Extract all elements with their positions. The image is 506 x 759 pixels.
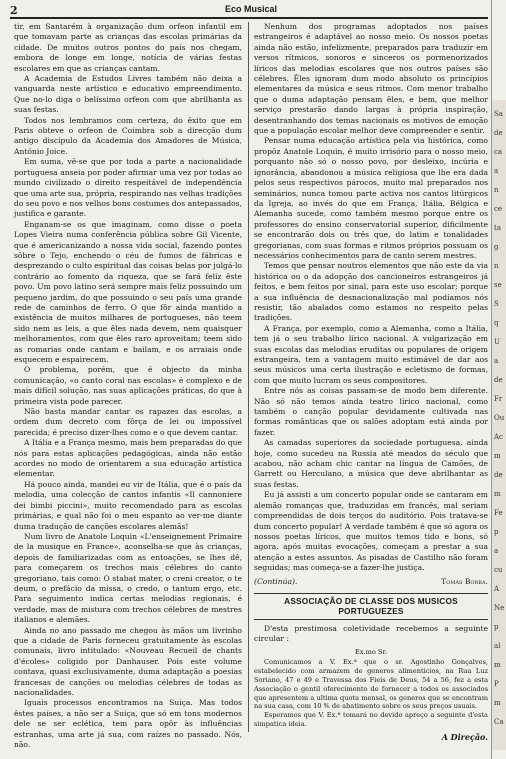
edge-fragment: a [494,547,499,555]
paragraph: tir, em Santarém à organização dum orfeon infantil em que tomavam parte as crianças das escolas primárias da cidade. De muitos outros pontos do país nos chegam, embora de longe em longe, notícia de várias festas escolares em que as crianças cantam. [14,22,242,73]
edge-fragment: de [494,471,503,479]
paragraph: As camadas superiores da sociedade portuguesa, ainda hoje, como sucedeu na Russia até meados do século que acabou, não acham chic cantar na língua de Camões, de Garrett ou Herculano, a música que deve abrilhantar as suas festas. [254,438,488,489]
paragraph: Em suma, vê-se que por toda a parte a nacionalidade portuguesa anseia por poder afirmar uma vez por todas ao mundo civilizado o direito respeitável de independência que uma arte sua, própria, respirando nas velhas tradições do seu povo e nos velhos bons costumes dos antepassados, justifica e garante. [14,157,242,219]
edge-fragment: P [494,680,499,688]
edge-fragment: al [494,642,501,650]
edge-fragment: de [494,129,503,137]
letter-signature: A Direção. [441,731,488,742]
edge-fragment: S [494,300,499,308]
letter-body: Comunicamos a V. Ex.ª que o sr. Agostinho Gonçalves, estabelecido com armazem de generos alimenticios, na Rua Luz Soriano, 47 e 49 e Travessa dos Fieis de Deus, 54 a 56, fez a esta Associação o gentil oferecimento de fornecer a todos os associados que apresentem a ultima quota mensal, os generos que se encontram na sua casa, com 10 % de abatimento sobre os seus preços usuais. [254,658,488,711]
edge-fragment: ta [494,224,501,232]
page-number: 2 [10,4,18,17]
paragraph: A Academia de Estudos Livres também não deixa a vanguarda neste artístico e educativo empreendimento. Que no-lo diga o belíssimo orfeon com que abrilhanta as suas festas. [14,74,242,115]
edge-fragment: a [494,167,499,175]
paragraph: Nenhum dos programas adoptados nos países estrangeiros é adaptável ao nosso meio. Os nossos poetas ainda não estão, infelizmente, preparados para traduzir em versos rítmicos, sonoros e sinceros os pormenorizados líricos das melodias escolares que nos outros países são célebres. Êles ignoram dum modo absoluto os princípios elementares da música e seus ritmos. Com menor trabalho que o duma adaptação pensam êles, e bem, que melhor serviço prestarão dando largas à própria inspiração, desentranhando dos temas nacionais os motivos de emoção que a população escolar melhor deve compreender e sentir. [254,22,488,136]
paragraph: Num livro de Anatole Loquin «L'enseignement Primaire de la musique en France», aconselha-se que às crianças, depois de familiarizadas com as entoações, se lhes dê, para começarem os trechos mais célebres do canto gregoriano, tais como: O stabat mater, o creni creator, o te deum, o prefácio da missa, o credo, o tantum ergo, etc. Para seguimento indica certas melodias regionais, é verdade, mas de mistura com trechos célebres de mestres italianos e alemães. [14,531,242,625]
paragraph: Entre nós as coisas passam-se de modo bem diferente. Não só não temos ainda teatro lírico nacional, como também o canção popular devidamente cultivada nas formas românticas que os salões adoptam está ainda por fazer. [254,386,488,437]
letter-closing: Esperamos que V. Ex.ª tomará no devido apreço a seguinte d'esta simpatica ideia. [254,711,488,728]
edge-fragment: n [494,186,499,194]
page-header [10,4,490,18]
right-column [254,22,488,744]
edge-fragment: Ne [494,604,505,612]
article-signature [254,577,488,587]
circular-letter [254,648,488,729]
paragraph: Não basta mandar cantar os rapazes das escolas, a ordem dum decreto com fôrça de lei ou impossível parecida; é preciso dizer-lhes como e o que devem cantar. [14,407,242,437]
paragraph: Todos nos lembramos com certeza, do êxito que em Paris obteve o orfeon de Coimbra sob a direcção dum antigo discípulo da Academia dos Amadores de Música, António Joice. [14,115,242,156]
edge-fragment: p [494,623,499,631]
paragraph: Enganam-se os que imaginam, como disse o poeta Lopes Vieira numa conferência pública sobre Gil Vicente, que é americanizando a nossa vida social, fazendo pontes sôbre o Tejo, enchendo o céu de fumos de fábricas e desprezando o culto espiritual das coisas belas por julgá-lo contrário ao fomento da riqueza, que se fará feliz êste povo. Um povo latino será sempre mais feliz possuindo um pequeno jardim, do que possuindo o seu país uma grande rede de caminhos de ferro. O que fôr ainda mantido a existência de muitos milhares de portugueses, não teem sido nem as leis, a que êles nada devem, nem quaisquer melhoramentos, com que êles raro aproveitam; teem sido as romarias onde cantam e bailam, e os arraiais onde esquecem e espairecem. [14,219,242,364]
continued-note: (Continúa). [254,576,298,586]
edge-fragment: m [494,490,501,498]
paragraph: Há pouco ainda, mandei eu vir de Itália, que é o país da melodia, uma colecção de cantos infantis «Il cannoniere dei bimbi piccini», muito recomendado para as escolas primárias, e qual não foi o meu espanto ao ver-me diante duma tradução de canções escolares alemãs! [14,479,242,531]
edge-fragment: m [494,699,501,707]
publication-title: Eco Musical [225,4,278,14]
header-rule [10,17,488,19]
edge-fragment: cu [494,566,503,574]
edge-fragment: g [494,243,499,251]
edge-fragment: Ac [494,433,503,441]
paragraph: Eu já assisti a um concerto popular onde se cantaram em alemão romanças que, traduzidas em francês, mal seriam compreendidas de dois terços do auditório. Pois tratava-se dum concerto popular! A verdade também é que só agora os nossos poetas líricos, que muitos temos tido e bons, só agora, após muitas evocações, começam a prestar a sua atenção a estes assuntos. As pisadas de Castilho não foram seguidas; mas começa-se a fazer-lhe justiça. [254,490,488,573]
edge-fragment: m [494,661,501,669]
paragraph: Pensar numa educação artística pela via histórica, como propôz Anatole Loquin, é muito irrisório para o nosso meio, porquanto não só o nosso povo, por desleixo, incúria e ignorância, abandonou a música religiosa que lhe era dada pelos seus respectivos párocos, muito mal preparados nos seminários, nunca tomou parte activa nos cantos litúrgicos da Igreja, ao invés do que em França, Itália, Bélgica e Alemanha sucede, como também mesmo porque entre os professores do ensino conservatorial superior, dificilmente se encontrarão dois ou três que, do latim e tonalidades gregorianas, com suas formas e ritmos próprios possuam os necessários conhecimentos para de canto serem mestres. [254,136,488,260]
edge-fragment: n [494,262,499,270]
edge-fragment: Sa [494,110,503,118]
section-heading: ASSOCIAÇÃO DE CLASSE DOS MUSICOS PORTUGUEZES [254,593,488,620]
paragraph: Iguais processos encontramos na Suiça. Mas todos êstes países, a não ser a Suiça, que só em tons modernos dele se ser eclética, tem para opôr às influências estranhas, uma arte já sua, com raízes no passado. Nós, não. [14,698,242,750]
edge-fragment: Fr [494,395,503,403]
edge-fragment: m [494,452,501,460]
adjacent-page-strip [492,100,506,750]
column-divider [248,22,249,732]
edge-fragment: ce [494,205,503,213]
edge-fragment: p [494,528,499,536]
paragraph: Ainda no ano passado me chegou às mãos um livrinho que a cidade de Paris forneceu gratuitamente às escolas comunais, livro intitulado: «Nouveau Recueil de chants d'écoles» coligido por Danhauser. Pois este volume contava, quasi exclusivamente, duma adaptação a poesias francesas de canções ou melodias célebres de todas as nacionalidades. [14,625,242,697]
edge-fragment: ca [494,148,503,156]
paragraph: A Itália e a França mesmo, mais bem preparadas do que nós para estas aplicações pedagógicas, ainda não estão acordes no modo de orientarem a sua educação artística elementar. [14,438,242,479]
edge-fragment: se [494,281,502,289]
paragraph: Temos que pensar noutros elementos que não este da via histórica ou o da adopção dos cancioneiros estrangeiros já feitos, e bem feitos por sinal, para este uso escolar; porque a sua influência de desnacionalização mal podíamos nós resistir, tão abalados como estamos no respeito pelas tradições. [254,261,488,323]
author-name: Tomás Borba. [441,576,488,586]
edge-fragment: de [494,376,503,384]
letter-salutation: Ex.mo Sr. [355,647,387,656]
edge-fragment: U [494,338,500,346]
paragraph: O problema, porém, que é objecto da minha comunicação, «o canto coral nas escolas» é complexo e de mais difícil solução, nas suas aplicações práticas, do que à primeira vista pode parecer. [14,365,242,406]
edge-fragment: q [494,319,499,327]
edge-fragment: Ca [494,718,504,726]
section-intro: D'esta prestimosa coletividade recebemos a seguinte circular : [254,623,488,644]
edge-fragment: Fe [494,509,503,517]
edge-fragment: A [494,585,500,593]
edge-fragment: Ou [494,414,505,422]
left-column [14,22,242,750]
paragraph: A França, por exemplo, como a Alemanha, como a Itália, tem já o seu trabalho lírico nacional. A vulgarização em suas escolas das melodias eruditas ou populares de origem estrangeira, tem a vantagem muito estimável de dar aos seus músicos uma certa ilustração e ecletismo de formas, com que muito lucram os seus compositores. [254,323,488,385]
edge-fragment: a [494,357,499,365]
